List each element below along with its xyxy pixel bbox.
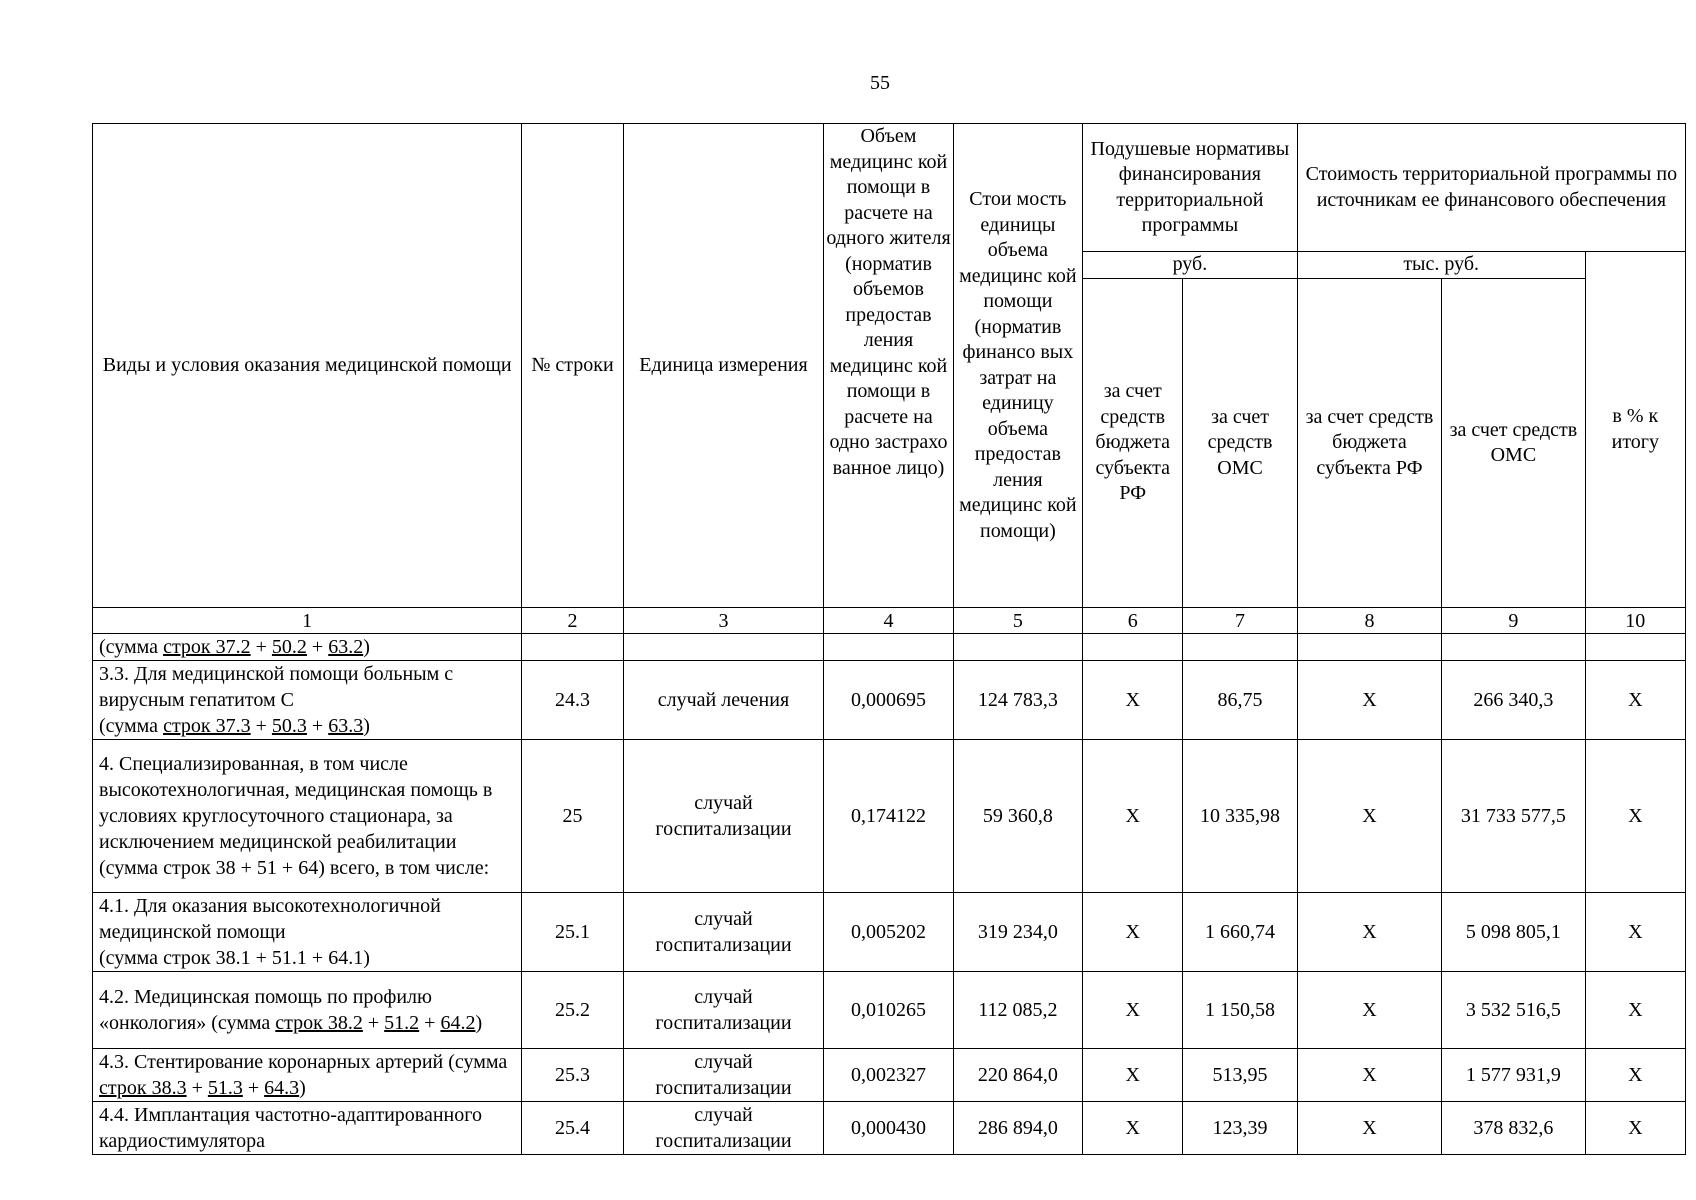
column-number: 7 bbox=[1183, 608, 1297, 634]
row-name: 4. Специализированная, в том числе высокотехнологичная, медицинская помощь в условиях круглосуточного стационара, за исключением медицинской реабилитации (сумма строк 38 + 51 + 64) всего, в том числе: bbox=[93, 740, 522, 893]
row-name: 4.4. Имплантация частотно-адаптированного кардиостимулятора bbox=[93, 1102, 522, 1155]
row-name-text: (сумма bbox=[99, 715, 164, 737]
row-line: 25.4 bbox=[522, 1102, 623, 1155]
row-c10: X bbox=[1585, 1102, 1685, 1155]
row-volume bbox=[824, 634, 953, 661]
row-c9: 5 098 805,1 bbox=[1442, 893, 1585, 972]
row-cost: 59 360,8 bbox=[953, 740, 1082, 893]
table-row bbox=[93, 740, 1686, 893]
row-c8: X bbox=[1297, 661, 1441, 740]
row-name-text: ) bbox=[363, 636, 370, 658]
row-link[interactable]: 63.2 bbox=[328, 636, 364, 658]
row-c8 bbox=[1297, 634, 1441, 661]
row-name-text: ) bbox=[475, 1012, 483, 1034]
row-c6: X bbox=[1083, 972, 1183, 1049]
row-c9: 31 733 577,5 bbox=[1442, 740, 1585, 893]
column-number: 1 bbox=[93, 608, 522, 634]
row-c7: 1 660,74 bbox=[1183, 893, 1297, 972]
row-name-text: + bbox=[306, 636, 329, 658]
row-cost bbox=[953, 634, 1082, 661]
row-c10: X bbox=[1585, 893, 1685, 972]
table-row bbox=[93, 972, 1686, 1049]
header-unit: Единица измерения bbox=[623, 124, 824, 608]
row-name bbox=[93, 1049, 522, 1102]
row-c9: 378 832,6 bbox=[1442, 1102, 1585, 1155]
row-line: 24.3 bbox=[522, 661, 623, 740]
header-types: Виды и условия оказания медицинской помощи bbox=[93, 124, 522, 608]
column-number: 2 bbox=[522, 608, 623, 634]
row-c7 bbox=[1183, 634, 1297, 661]
row-link[interactable]: 63.3 bbox=[328, 715, 364, 737]
row-c10: X bbox=[1585, 661, 1685, 740]
row-link[interactable]: строк 37.3 bbox=[163, 715, 251, 737]
row-cost: 286 894,0 bbox=[953, 1102, 1082, 1155]
row-link[interactable]: строк 38.2 bbox=[275, 1012, 363, 1034]
page-number: 55 bbox=[870, 72, 890, 94]
header-volume: Объем медицинс кой помощи в расчете на одного жителя (норматив объемов предостав ления медицинс кой помощи в расчете на одно застрахо ванное лицо) bbox=[824, 124, 953, 608]
row-c6: X bbox=[1083, 1102, 1183, 1155]
row-c9: 266 340,3 bbox=[1442, 661, 1585, 740]
row-name-text: + bbox=[186, 1077, 208, 1099]
row-link[interactable]: 50.2 bbox=[271, 636, 307, 658]
row-name-text: + bbox=[250, 636, 272, 658]
row-name-text: + bbox=[306, 715, 329, 737]
row-line: 25 bbox=[522, 740, 623, 893]
row-name bbox=[93, 893, 522, 972]
header-line-number: № строки bbox=[522, 124, 623, 608]
row-unit bbox=[623, 634, 824, 661]
column-number: 4 bbox=[824, 608, 953, 634]
row-unit: случай лечения bbox=[623, 661, 824, 740]
row-name-text: 4.1. Для оказания высокотехнологичной медицинской помощи bbox=[99, 895, 441, 943]
table-row bbox=[93, 1049, 1686, 1102]
row-c10 bbox=[1585, 634, 1685, 661]
row-c7: 513,95 bbox=[1183, 1049, 1297, 1102]
row-name-text: + bbox=[242, 1077, 265, 1099]
row-c6 bbox=[1083, 634, 1183, 661]
header-per-capita-group: Подушевые нормативы финансирования территориальной программы bbox=[1083, 124, 1298, 252]
row-cost: 220 864,0 bbox=[953, 1049, 1082, 1102]
row-name-text: + bbox=[362, 1012, 385, 1034]
header-budget-cost: за счет средств бюджета субъекта РФ bbox=[1297, 279, 1441, 608]
header-oms-cost: за счет средств ОМС bbox=[1442, 279, 1585, 608]
row-name-text: 4.3. Стентирование коронарных артерий (сумма bbox=[99, 1051, 508, 1073]
row-volume: 0,000430 bbox=[824, 1102, 953, 1155]
header-program-cost-unit: тыс. руб. bbox=[1297, 252, 1585, 279]
header-budget-per-capita: за счет средств бюджета субъекта РФ bbox=[1083, 279, 1183, 608]
row-c6: X bbox=[1083, 661, 1183, 740]
row-c10: X bbox=[1585, 1049, 1685, 1102]
row-cost: 319 234,0 bbox=[953, 893, 1082, 972]
table-row bbox=[93, 634, 1686, 661]
column-number: 6 bbox=[1083, 608, 1183, 634]
row-c8: X bbox=[1297, 740, 1441, 893]
row-name-text: ) bbox=[299, 1077, 306, 1099]
row-c10: X bbox=[1585, 740, 1685, 893]
row-link[interactable]: 64.2 bbox=[440, 1012, 476, 1034]
row-c8: X bbox=[1297, 1049, 1441, 1102]
header-program-cost-group: Стоимость территориальной программы по источникам ее финансового обеспечения bbox=[1297, 124, 1685, 252]
row-line: 25.1 bbox=[522, 893, 623, 972]
row-name-text: 3.3. Для медицинской помощи больным с вирусным гепатитом С bbox=[99, 663, 454, 711]
column-number: 3 bbox=[623, 608, 824, 634]
row-name-text: + bbox=[419, 1012, 441, 1034]
row-c7: 86,75 bbox=[1183, 661, 1297, 740]
row-name-text: (сумма строк 38.1 + 51.1 + 64.1) bbox=[99, 947, 370, 969]
row-c8: X bbox=[1297, 972, 1441, 1049]
row-cost: 124 783,3 bbox=[953, 661, 1082, 740]
row-c9: 1 577 931,9 bbox=[1442, 1049, 1585, 1102]
row-link[interactable]: 51.3 bbox=[207, 1077, 243, 1099]
row-name bbox=[93, 972, 522, 1049]
row-c9 bbox=[1442, 634, 1585, 661]
table-row bbox=[93, 893, 1686, 972]
row-name bbox=[93, 661, 522, 740]
column-number: 8 bbox=[1297, 608, 1441, 634]
row-unit: случай госпитализации bbox=[623, 1049, 824, 1102]
row-unit: случай госпитализации bbox=[623, 740, 824, 893]
column-number-row bbox=[93, 608, 1686, 634]
row-volume: 0,010265 bbox=[824, 972, 953, 1049]
row-c6: X bbox=[1083, 1049, 1183, 1102]
row-link[interactable]: 50.3 bbox=[271, 715, 307, 737]
row-unit: случай госпитализации bbox=[623, 1102, 824, 1155]
financing-table bbox=[92, 123, 1686, 1155]
row-volume: 0,005202 bbox=[824, 893, 953, 972]
column-number: 5 bbox=[953, 608, 1082, 634]
row-unit: случай госпитализации bbox=[623, 972, 824, 1049]
header-percent-total: в % к итогу bbox=[1585, 252, 1685, 608]
row-name bbox=[93, 634, 522, 661]
row-cost: 112 085,2 bbox=[953, 972, 1082, 1049]
column-number: 10 bbox=[1585, 608, 1685, 634]
row-c7: 1 150,58 bbox=[1183, 972, 1297, 1049]
row-name-text: (сумма bbox=[99, 636, 164, 658]
row-c8: X bbox=[1297, 1102, 1441, 1155]
table-row bbox=[93, 661, 1686, 740]
row-line: 25.2 bbox=[522, 972, 623, 1049]
table-row bbox=[93, 1102, 1686, 1155]
row-c6: X bbox=[1083, 893, 1183, 972]
row-line: 25.3 bbox=[522, 1049, 623, 1102]
row-link[interactable]: строк 38.3 bbox=[99, 1077, 187, 1099]
row-link[interactable]: строк 37.2 bbox=[163, 636, 251, 658]
row-volume: 0,002327 bbox=[824, 1049, 953, 1102]
row-name-text: + bbox=[250, 715, 272, 737]
row-c10: X bbox=[1585, 972, 1685, 1049]
row-c7: 123,39 bbox=[1183, 1102, 1297, 1155]
row-name-text: ) bbox=[363, 715, 370, 737]
header-unit-cost: Стои мость единицы объема медицинс кой помощи (норматив финансо вых затрат на единицу объема предостав ления медицинс кой помощи) bbox=[953, 124, 1082, 608]
row-volume: 0,000695 bbox=[824, 661, 953, 740]
row-volume: 0,174122 bbox=[824, 740, 953, 893]
row-unit: случай госпитализации bbox=[623, 893, 824, 972]
row-line bbox=[522, 634, 623, 661]
row-c6: X bbox=[1083, 740, 1183, 893]
row-name-text: 4.2. Медицинская помощь по профилю «онкология» (сумма bbox=[99, 986, 432, 1034]
row-link[interactable]: 64.3 bbox=[264, 1077, 300, 1099]
row-c8: X bbox=[1297, 893, 1441, 972]
row-link[interactable]: 51.2 bbox=[384, 1012, 420, 1034]
header-per-capita-unit: руб. bbox=[1083, 252, 1298, 279]
column-number: 9 bbox=[1442, 608, 1585, 634]
row-c9: 3 532 516,5 bbox=[1442, 972, 1585, 1049]
header-oms-per-capita: за счет средств ОМС bbox=[1183, 279, 1297, 608]
row-c7: 10 335,98 bbox=[1183, 740, 1297, 893]
